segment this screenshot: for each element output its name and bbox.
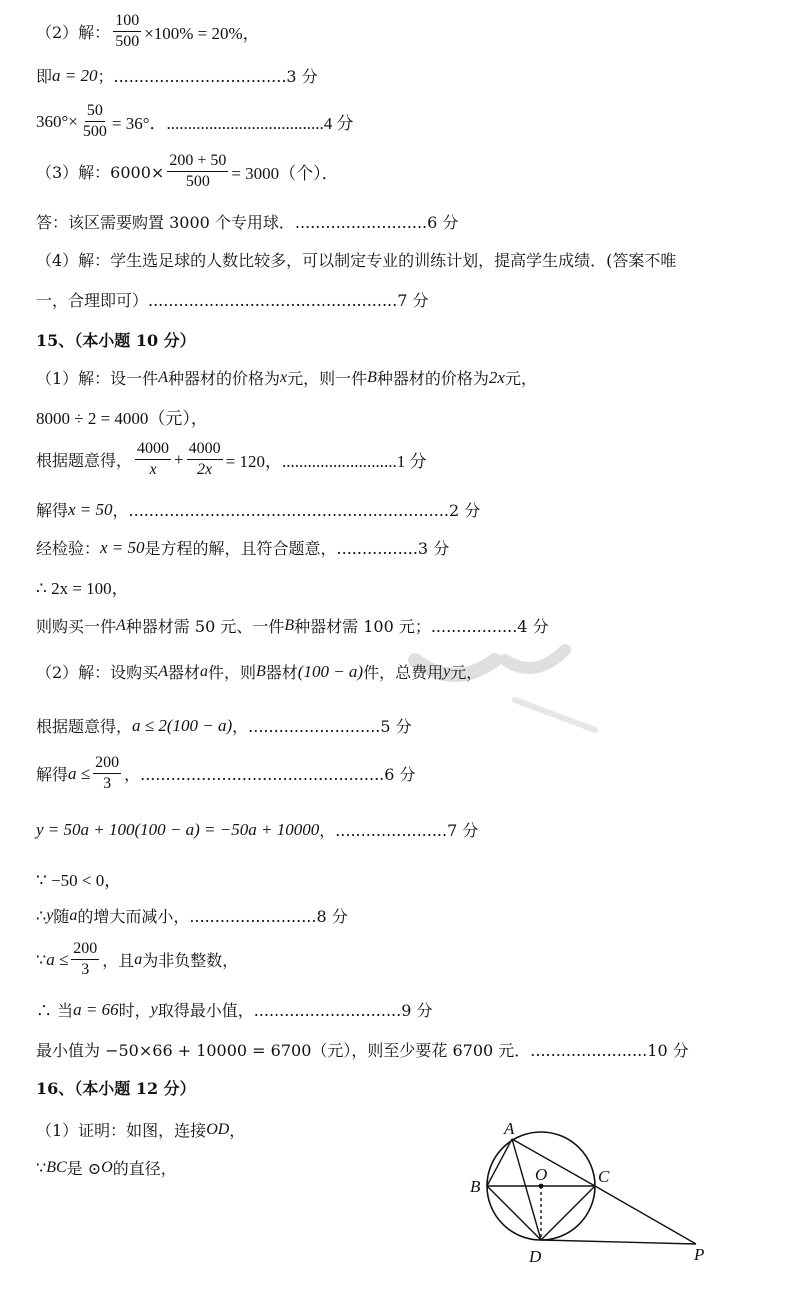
text: 解得 bbox=[36, 501, 69, 520]
fraction bbox=[113, 12, 141, 51]
text: 最小值为 −50×66 + 10000 = 6700（元），则至少要花 6700 元．.......................10 分 bbox=[36, 1041, 689, 1060]
text: 器材 bbox=[265, 663, 298, 682]
text: 种器材的价格为 bbox=[167, 369, 280, 388]
math: a = 66 bbox=[73, 999, 119, 1019]
score-text: 取得最小值，.............................9 分 bbox=[157, 1001, 433, 1020]
denominator: 2x bbox=[197, 461, 213, 478]
math: a ≤ 2(100 − a) bbox=[132, 715, 233, 735]
fraction bbox=[167, 152, 228, 191]
var: y bbox=[46, 906, 54, 924]
heading-text: 16、（本小题 12 分） bbox=[36, 1079, 196, 1098]
denominator: x bbox=[149, 461, 157, 478]
text: 的直径， bbox=[112, 1159, 177, 1178]
fraction bbox=[93, 754, 121, 793]
geometry-figure bbox=[460, 1118, 720, 1278]
text: ∵ −50 < 0， bbox=[36, 871, 122, 890]
numerator: 50 bbox=[85, 102, 105, 122]
line-cost-function bbox=[36, 818, 478, 841]
math: x = 50 bbox=[100, 537, 145, 557]
text: 360°× bbox=[36, 111, 78, 131]
math: a = 20 bbox=[52, 65, 98, 85]
line-solve-x bbox=[36, 498, 480, 521]
text: 随 bbox=[53, 907, 70, 926]
text: 件，总费用 bbox=[363, 663, 444, 682]
var: A bbox=[158, 368, 168, 386]
center-point bbox=[539, 1184, 544, 1189]
var: x bbox=[279, 368, 288, 386]
line-min-value bbox=[36, 998, 432, 1021]
score-text: 的增大而减小，.........................8 分 bbox=[77, 907, 348, 926]
var: 2x bbox=[488, 367, 505, 387]
text: ∵ bbox=[36, 1158, 47, 1177]
segment-dp bbox=[541, 1240, 696, 1244]
text: （1）解：设一件 bbox=[36, 369, 159, 388]
score-text: ；..................................3 分 bbox=[97, 67, 318, 86]
numerator: 200 + 50 bbox=[167, 152, 228, 172]
segment-ab bbox=[487, 1139, 512, 1186]
score-text: 种器材需 100 元；.................4 分 bbox=[294, 617, 549, 636]
denominator: 500 bbox=[115, 33, 140, 50]
score-text: ，...............................................................2 分 bbox=[112, 501, 481, 520]
text: 经检验： bbox=[36, 539, 101, 558]
fraction bbox=[187, 440, 223, 479]
var: a bbox=[199, 662, 208, 680]
text: 元，则一件 bbox=[287, 369, 368, 388]
denominator: 500 bbox=[82, 123, 107, 140]
math: y = 50a + 100(100 − a) = −50a + 10000 bbox=[36, 819, 320, 839]
label-a: A bbox=[504, 1119, 515, 1138]
line-inequality bbox=[36, 714, 412, 737]
var: OD bbox=[206, 1120, 230, 1138]
line-decreasing bbox=[36, 904, 348, 927]
score-text: = 36°．.....................................4 分 bbox=[111, 114, 354, 133]
line-a-equals-20 bbox=[36, 64, 318, 87]
text: 是 ⊙ bbox=[66, 1159, 102, 1178]
numerator: 4000 bbox=[187, 440, 223, 460]
text: 答：该区需要购置 3000 个专用球．..........................6 分 bbox=[36, 213, 459, 232]
line-part4 bbox=[36, 248, 676, 271]
fraction bbox=[135, 440, 171, 479]
text: 为非负整数， bbox=[142, 951, 239, 970]
text: ∴ bbox=[36, 906, 47, 925]
numerator: 100 bbox=[113, 12, 141, 32]
line-a-range bbox=[36, 940, 238, 979]
line-part3 bbox=[36, 152, 339, 191]
text: 器材 bbox=[167, 663, 200, 682]
text: 种器材的价格为 bbox=[376, 369, 489, 388]
score-text: ，..........................5 分 bbox=[232, 717, 412, 736]
segment-ac bbox=[512, 1139, 595, 1186]
score-text: 是方程的解，且符合题意，................3 分 bbox=[144, 539, 450, 558]
text: 件，则 bbox=[207, 663, 256, 682]
numerator: 200 bbox=[93, 754, 121, 774]
text: （3）解：6000× bbox=[36, 163, 165, 182]
line-negative bbox=[36, 866, 121, 891]
segment-cp bbox=[595, 1186, 696, 1244]
denominator: 500 bbox=[185, 173, 210, 190]
math: a ≤ bbox=[46, 949, 69, 969]
text: （2）解： bbox=[36, 23, 111, 42]
line-check bbox=[36, 536, 449, 559]
numerator: 200 bbox=[71, 940, 99, 960]
math: (100 − a) bbox=[297, 661, 364, 681]
text: ∴ 当 bbox=[36, 1001, 74, 1020]
text: ∴ 2x = 100， bbox=[36, 579, 129, 598]
score-text: ，......................7 分 bbox=[319, 821, 479, 840]
denominator: 3 bbox=[103, 775, 112, 792]
text: （4）解：学生选足球的人数比较多，可以制定专业的训练计划，提高学生成绩．(答案不唯 bbox=[36, 251, 677, 270]
line-diameter bbox=[36, 1156, 177, 1179]
var: y bbox=[443, 662, 451, 680]
text: 8000 ÷ 2 = 4000（元）， bbox=[36, 409, 208, 428]
line-angle bbox=[36, 102, 354, 141]
text: 元， bbox=[504, 369, 537, 388]
fraction bbox=[81, 102, 109, 141]
question-16-heading bbox=[36, 1076, 196, 1099]
heading-text: 15、（本小题 10 分） bbox=[36, 331, 196, 350]
var: B bbox=[284, 616, 295, 634]
var: a bbox=[69, 906, 78, 924]
text: 即 bbox=[36, 67, 53, 86]
var: B bbox=[256, 662, 266, 680]
text: （1）证明：如图，连接 bbox=[36, 1121, 207, 1140]
text: 时， bbox=[118, 1001, 151, 1020]
line-final-answer bbox=[36, 1038, 689, 1061]
line-equation bbox=[36, 440, 426, 479]
text: 根据题意得， bbox=[36, 717, 133, 736]
var: O bbox=[101, 1158, 113, 1176]
numerator: 4000 bbox=[135, 440, 171, 460]
text: = 3000（个）． bbox=[231, 164, 339, 183]
line-answer bbox=[36, 210, 458, 233]
text: 解得 bbox=[36, 765, 69, 784]
denominator: 3 bbox=[81, 961, 90, 978]
math: x = 50 bbox=[68, 499, 113, 519]
label-p: P bbox=[694, 1245, 705, 1264]
label-d: D bbox=[529, 1247, 542, 1266]
line-15-1 bbox=[36, 366, 537, 389]
line-part4-cont bbox=[36, 288, 428, 311]
text: 元， bbox=[450, 663, 483, 682]
line-2x bbox=[36, 574, 129, 599]
text: 一，合理即可）.................................................7 分 bbox=[36, 291, 429, 310]
var: BC bbox=[46, 1158, 67, 1176]
score-text: = 120，...........................1 分 bbox=[225, 452, 427, 471]
text: 则购买一件 bbox=[36, 617, 117, 636]
text: 种器材需 50 元、一件 bbox=[125, 617, 285, 636]
text: ，且 bbox=[102, 951, 135, 970]
label-o: O bbox=[535, 1165, 548, 1184]
text: ×100% = 20%， bbox=[144, 24, 260, 43]
line-part2-percent bbox=[36, 12, 260, 51]
var: B bbox=[367, 368, 377, 386]
var: a bbox=[134, 950, 143, 968]
text: ∵ bbox=[36, 950, 47, 969]
fraction bbox=[71, 940, 99, 979]
line-solve-a bbox=[36, 754, 416, 793]
text: + bbox=[174, 449, 184, 469]
line-16-1 bbox=[36, 1118, 245, 1141]
label-c: C bbox=[598, 1167, 610, 1186]
var: A bbox=[158, 662, 168, 680]
var: A bbox=[116, 616, 126, 634]
var: y bbox=[150, 1000, 158, 1018]
question-15-heading bbox=[36, 328, 196, 351]
score-text: ，................................................6 分 bbox=[124, 765, 416, 784]
text: ， bbox=[229, 1121, 246, 1140]
text: 根据题意得， bbox=[36, 451, 133, 470]
watermark-decoration bbox=[395, 620, 615, 740]
label-b: B bbox=[470, 1177, 481, 1196]
line-8000 bbox=[36, 404, 208, 429]
text: （2）解：设购买 bbox=[36, 663, 159, 682]
math: a ≤ bbox=[68, 763, 91, 783]
